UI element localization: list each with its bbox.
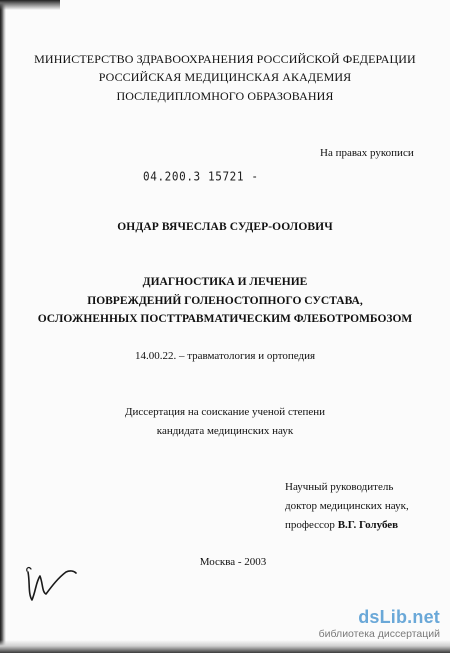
watermark-logo: dsLib.net [358,607,440,627]
scan-edge-bottom [0,640,450,653]
supervisor-label: Научный руководитель [285,481,394,493]
specialty-code: 14.00.22. – травматология и ортопедия [134,350,316,362]
scan-edge-top [0,0,60,10]
degree-line1: Диссертация на соискание ученой степени [124,406,326,418]
supervisor-degree: доктор медицинских наук, [285,500,409,512]
watermark [319,607,440,641]
degree-line2: кандидата медицинских наук [156,425,294,437]
supervisor-name-line [285,519,398,531]
thesis-title-line3: ОСЛОЖНЕННЫХ ПОСТТРАВМАТИЧЕСКИМ ФЛЕБОТРОМБОЗОМ [37,313,413,325]
supervisor-title: профессор [285,519,338,531]
place-year: Москва - 2003 [199,556,267,568]
thesis-title-line2: ПОВРЕЖДЕНИЙ ГОЛЕНОСТОПНОГО СУСТАВА, [87,295,363,307]
rights-note: На правах рукописи [320,147,414,159]
ministry-name: МИНИСТЕРСТВО ЗДРАВООХРАНЕНИЯ РОССИЙСКОЙ ФЕДЕРАЦИИ [34,52,416,66]
library-stamp-number: 04.200.3 15721 - [143,169,259,184]
handwritten-signature-icon [22,560,92,605]
academy-name-cont: ПОСЛЕДИПЛОМНОГО ОБРАЗОВАНИЯ [116,89,334,103]
author-name: ОНДАР ВЯЧЕСЛАВ СУДЕР-ООЛОВИЧ [117,221,333,233]
supervisor-name: В.Г. Голубев [337,519,399,531]
watermark-subtitle: библиотека диссертаций [318,628,440,640]
academy-name: РОССИЙСКАЯ МЕДИЦИНСКАЯ АКАДЕМИЯ [98,70,352,84]
thesis-title-line1: ДИАГНОСТИКА И ЛЕЧЕНИЕ [142,276,308,288]
